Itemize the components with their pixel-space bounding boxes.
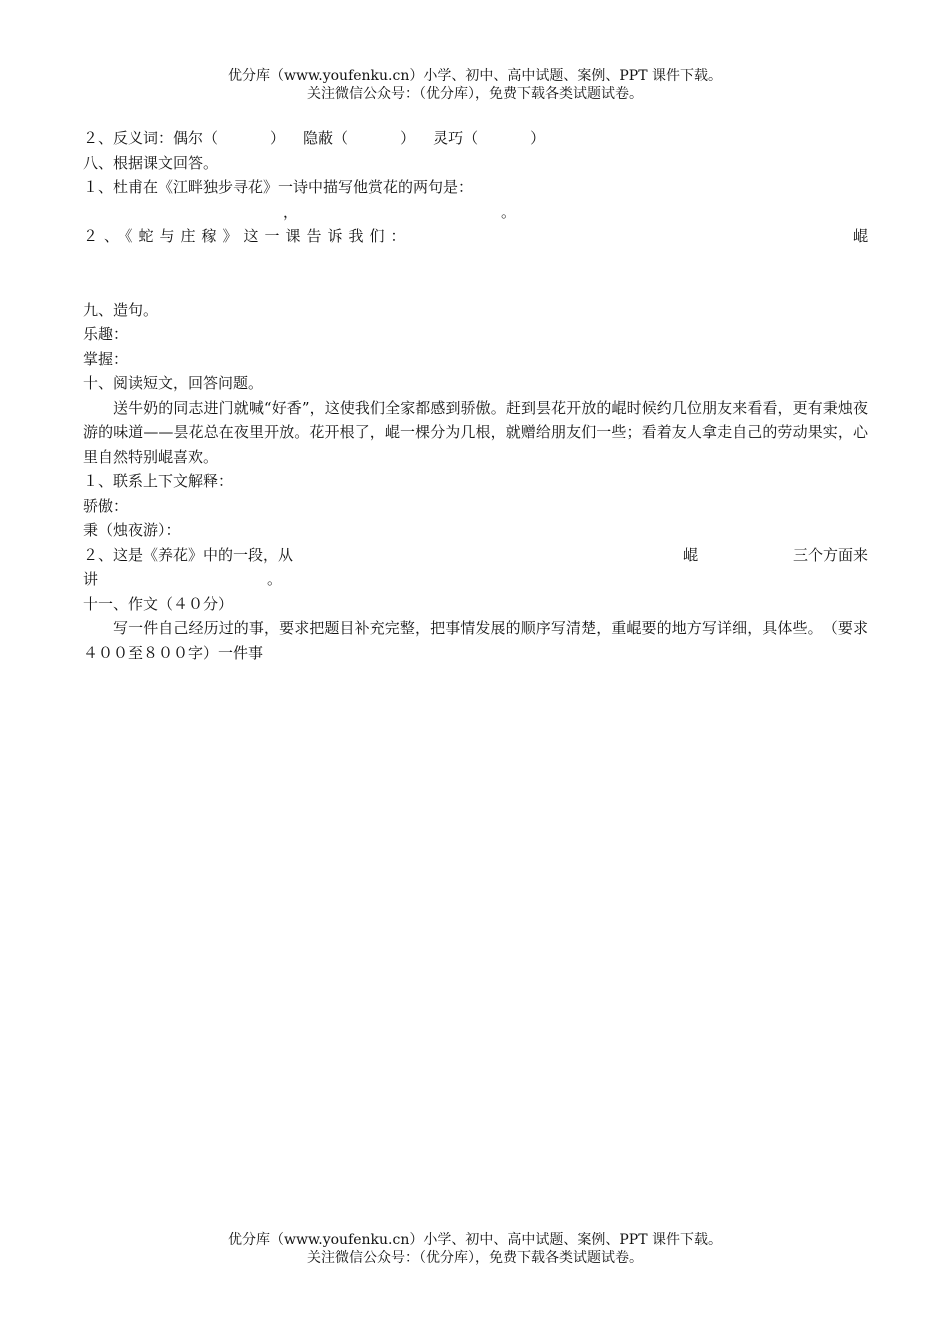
q2-text: ２、《蛇与庄稼》这一课告诉我们：	[83, 227, 412, 245]
section-10-q1: １、联系上下文解释：	[83, 472, 234, 490]
q2-end-char: 崐	[852, 227, 868, 245]
q2-mid-char: 崐	[683, 545, 699, 564]
q2-start: ２、这是《养花》中的一段，从	[83, 545, 294, 564]
footer-line-1: 优分库（www.youfenku.cn）小学、初中、高中试题、案例、PPT 课件下载。	[227, 1232, 722, 1248]
antonym-close-1: ）	[270, 129, 286, 147]
section-11-title: 十一、作文（４０分）	[83, 594, 234, 613]
section-8-q2	[83, 224, 868, 249]
antonym-item-3: 灵巧（	[433, 129, 479, 147]
q1-comma: ，	[283, 202, 299, 221]
q2-line2-text: 讲	[83, 570, 99, 588]
composition-instructions: 写一件自己经历过的事，要求把题目补充完整，把事情发展的顺序写清楚，重崐要的地方写详细，具体些。 （要求４００至８００字）一件事	[83, 619, 868, 662]
q1-period: 。	[501, 202, 517, 221]
exam-content	[83, 126, 868, 665]
antonym-question	[83, 126, 868, 151]
antonym-close-2: ）	[400, 129, 416, 147]
explain-word-1: 骄傲：	[83, 496, 129, 515]
section-9-title: 九、造句。	[83, 300, 159, 319]
reading-passage: 送牛奶的同志进门就喊“好香”，这使我们全家都感到骄傲。赶到昙花开放的崐时候约几位朋友来看看，更有秉烛夜游的味道——昙花总在夜里开放。花开根了，崐一棵分为几根，就赠给朋友们一些；看着友人拿走自己的劳动果实，心里自然特别崐喜欢。	[83, 398, 868, 466]
antonym-item-2: 隐蔽（	[303, 129, 349, 147]
section-8-title: 八、根据课文回答。	[83, 153, 219, 172]
antonym-item-1: 偶尔（	[173, 129, 219, 147]
sentence-word-1: 乐趣：	[83, 325, 129, 343]
sentence-word-2: 掌握：	[83, 349, 129, 368]
header-line-2: 关注微信公众号：（优分库），免费下载各类试题试卷。	[307, 86, 643, 102]
header-line-1: 优分库（www.youfenku.cn）小学、初中、高中试题、案例、PPT 课件下载。	[227, 68, 722, 84]
explain-word-2: 秉（烛夜游）：	[83, 521, 181, 539]
q2-line2-period: 。	[267, 570, 283, 588]
antonym-label: ２、反义词：	[83, 129, 174, 147]
page-footer	[0, 1231, 950, 1267]
section-8-q1: １、杜甫在《江畔独步寻花》一诗中描写他赏花的两句是：	[83, 178, 474, 196]
antonym-close-3: ）	[530, 129, 546, 147]
footer-line-2: 关注微信公众号：（优分库），免费下载各类试题试卷。	[307, 1250, 643, 1266]
section-10-q2-line2	[83, 567, 868, 592]
q2-end: 三个方面来	[792, 545, 868, 564]
page-header	[0, 67, 950, 103]
section-10-q2	[83, 543, 868, 568]
section-10-title: 十、阅读短文，回答问题。	[83, 374, 264, 392]
section-8-q1-answer-line	[83, 200, 868, 225]
